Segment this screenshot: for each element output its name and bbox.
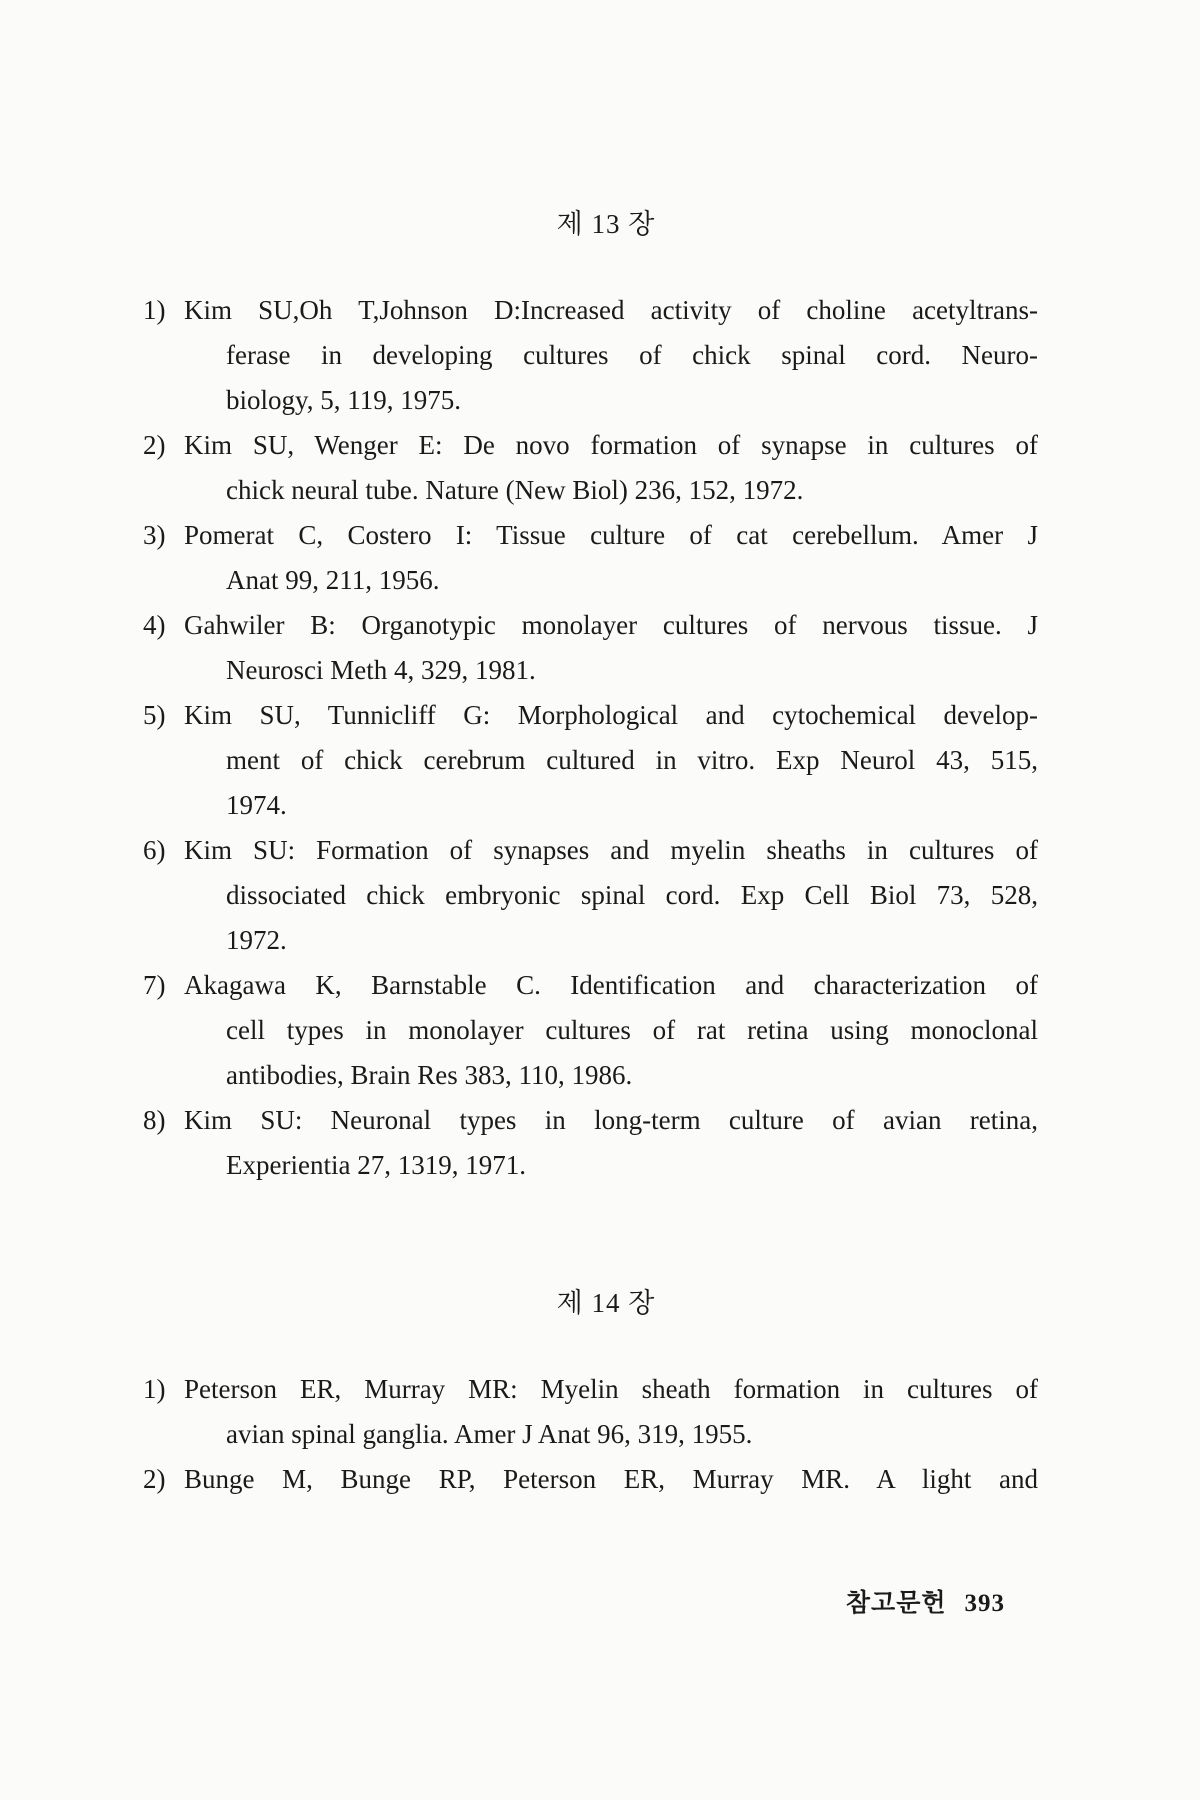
page-footer <box>846 1583 1005 1619</box>
reference-text-line: antibodies, Brain Res 383, 110, 1986. <box>226 1060 633 1090</box>
reference-text-line: Kim SU, Tunnicliff G: Morphological and cytochemical develop- <box>184 700 1038 730</box>
reference-text-line: biology, 5, 119, 1975. <box>226 385 461 415</box>
reference-number: 6) <box>143 835 166 865</box>
reference-text-line: Gahwiler B: Organotypic monolayer cultures of nervous tissue. J <box>184 610 1038 640</box>
reference-text-line: 1974. <box>226 790 287 820</box>
reference-text-line: Kim SU,Oh T,Johnson D:Increased activity of choline acetyltrans- <box>184 295 1038 325</box>
reference-item <box>143 693 1038 828</box>
reference-number: 4) <box>143 610 166 640</box>
reference-text-line: Kim SU: Formation of synapses and myelin sheaths in cultures of <box>184 835 1038 865</box>
reference-text-line: cell types in monolayer cultures of rat retina using monoclonal <box>226 1015 1038 1045</box>
reference-text-line: avian spinal ganglia. Amer J Anat 96, 319, 1955. <box>226 1419 753 1449</box>
reference-text-line: Akagawa K, Barnstable C. Identification and characterization of <box>184 970 1038 1000</box>
chapter-14-heading: 제 14 장 <box>556 1288 656 1318</box>
reference-item <box>143 963 1038 1098</box>
chapter-14-references <box>143 1367 1038 1502</box>
reference-number: 8) <box>143 1105 166 1135</box>
reference-number: 1) <box>143 295 166 325</box>
chapter-13-references <box>143 288 1038 1188</box>
reference-number: 2) <box>143 1464 166 1494</box>
reference-text-line: chick neural tube. Nature (New Biol) 236, 152, 1972. <box>226 475 804 505</box>
reference-text-line: dissociated chick embryonic spinal cord. Exp Cell Biol 73, 528, <box>226 880 1038 910</box>
reference-item <box>143 828 1038 963</box>
reference-number: 7) <box>143 970 166 1000</box>
reference-text-line: Peterson ER, Murray MR: Myelin sheath formation in cultures of <box>184 1374 1038 1404</box>
reference-text-line: Anat 99, 211, 1956. <box>226 565 440 595</box>
reference-item <box>143 1098 1038 1188</box>
page-number: 393 <box>964 1590 1005 1617</box>
footer-label: 참고문헌 <box>845 1590 947 1617</box>
reference-text-line: 1972. <box>226 925 287 955</box>
reference-text-line: Kim SU: Neuronal types in long-term culture of avian retina, <box>184 1105 1038 1135</box>
reference-item <box>143 423 1038 513</box>
chapter-13-heading: 제 13 장 <box>556 209 656 239</box>
reference-text-line: Neurosci Meth 4, 329, 1981. <box>226 655 536 685</box>
reference-text-line: Kim SU, Wenger E: De novo formation of synapse in cultures of <box>184 430 1038 460</box>
reference-text-line: ment of chick cerebrum cultured in vitro. Exp Neurol 43, 515, <box>226 745 1038 775</box>
reference-number: 1) <box>143 1374 166 1404</box>
reference-text-line: Pomerat C, Costero I: Tissue culture of cat cerebellum. Amer J <box>184 520 1038 550</box>
reference-number: 3) <box>143 520 166 550</box>
reference-item <box>143 1367 1038 1457</box>
reference-text-line: Bunge M, Bunge RP, Peterson ER, Murray MR. A light and <box>184 1464 1038 1494</box>
reference-item <box>143 513 1038 603</box>
reference-number: 2) <box>143 430 166 460</box>
reference-number: 5) <box>143 700 166 730</box>
reference-text-line: ferase in developing cultures of chick spinal cord. Neuro- <box>226 340 1038 370</box>
reference-item <box>143 603 1038 693</box>
reference-item <box>143 1457 1038 1502</box>
reference-text-line: Experientia 27, 1319, 1971. <box>226 1150 526 1180</box>
reference-item <box>143 288 1038 423</box>
